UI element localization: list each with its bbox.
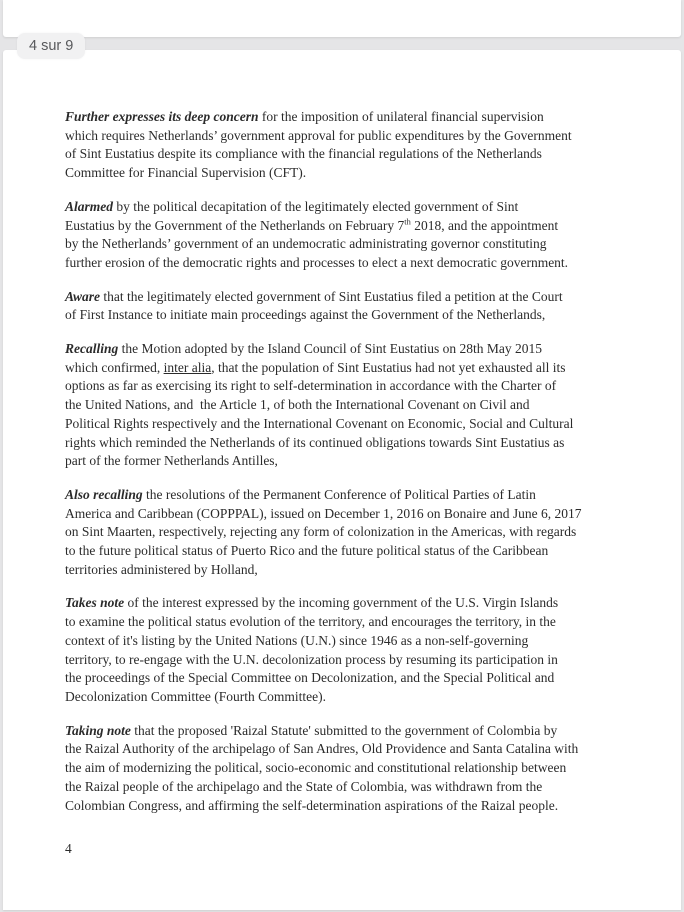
text-line: Taking note that the proposed 'Raizal Statute' submitted to the government of Colombia by <box>65 722 558 738</box>
text-line: the Raizal people of the archipelago and the State of Colombia, was withdrawn from the <box>65 778 543 794</box>
text-line: Also recalling the resolutions of the Permanent Conference of Political Parties of Latin <box>65 486 536 502</box>
text-line: Committee for Financial Supervision (CFT). <box>65 165 307 181</box>
text-line: Decolonization Committee (Fourth Committee). <box>65 688 326 704</box>
text-line: Takes note of the interest expressed by the incoming government of the U.S. Virgin Islands <box>65 595 559 611</box>
page-number-footer: 4 <box>65 841 72 856</box>
text-line: which confirmed, inter alia, that the population of Sint Eustatius had not yet exhausted all its <box>65 359 566 375</box>
text-line: which requires Netherlands’ government approval for public expenditures by the Government <box>65 127 572 143</box>
paragraph <box>65 288 625 325</box>
text-line: Political Rights respectively and the International Covenant on Economic, Social and Cultural <box>65 415 574 431</box>
paragraph <box>65 108 625 183</box>
text-line: rights which reminded the Netherlands of its continued obligations towards Sint Eustatius as <box>65 434 565 450</box>
paragraph <box>65 198 625 273</box>
text-line: Colombian Congress, and affirming the self-determination aspirations of the Raizal people. <box>65 797 559 813</box>
text-line: to the future political status of Puerto Rico and the future political status of the Caribbean <box>65 543 549 559</box>
text-line: of First Instance to initiate main proceedings against the Government of the Netherlands, <box>65 307 546 323</box>
text-line: by the Netherlands’ government of an undemocratic administrating governor constituting <box>65 236 547 252</box>
text-line: further erosion of the democratic rights and processes to elect a next democratic government. <box>65 254 569 270</box>
text-line: the Raizal Authority of the archipelago of San Andres, Old Providence and Santa Catalina with <box>65 741 579 757</box>
text-line: options as far as exercising its right to self-determination in accordance with the Charter of <box>65 378 557 394</box>
text-line: context of it's listing by the United Nations (U.N.) since 1946 as a non-self-governing <box>65 632 529 648</box>
paragraph <box>65 486 625 580</box>
text-line: Aware that the legitimately elected government of Sint Eustatius filed a petition at the Court <box>65 288 563 304</box>
paragraph <box>65 594 625 706</box>
paragraph <box>65 340 625 471</box>
text-line: territories administered by Holland, <box>65 561 258 577</box>
text-line: Eustatius by the Government of the Netherlands on February 7th 2018, and the appointment <box>65 217 559 233</box>
page-indicator-badge: 4 sur 9 <box>17 33 85 59</box>
text-line: territory, to re-engage with the U.N. decolonization process by resuming its participation in <box>65 651 558 667</box>
text-line: the aim of modernizing the political, socio-economic and constitutional relationship between <box>65 760 567 776</box>
page-current <box>3 50 681 910</box>
text-line: the proceedings of the Special Committee on Decolonization, and the Special Political and <box>65 670 555 686</box>
paragraph <box>65 722 625 816</box>
text-line: Recalling the Motion adopted by the Island Council of Sint Eustatius on 28th May 2015 <box>65 341 542 357</box>
text-line: to examine the political status evolution of the territory, and encourages the territory, in the <box>65 614 556 630</box>
document-content <box>65 108 625 830</box>
text-line: America and Caribbean (COPPPAL), issued on December 1, 2016 on Bonaire and June 6, 2017 <box>65 505 582 521</box>
text-line: Further expresses its deep concern for the imposition of unilateral financial supervision <box>65 109 544 124</box>
text-line: of Sint Eustatius despite its compliance with the financial regulations of the Netherlands <box>65 146 542 162</box>
previous-page-bottom-edge <box>3 0 681 37</box>
text-line: part of the former Netherlands Antilles, <box>65 453 278 469</box>
text-line: on Sint Maarten, respectively, rejecting any form of colonization in the Americas, with regards <box>65 524 577 540</box>
text-line: Alarmed by the political decapitation of the legitimately elected government of Sint <box>65 198 519 214</box>
text-line: the United Nations, and the Article 1, of both the International Covenant on Civil and <box>65 397 530 413</box>
